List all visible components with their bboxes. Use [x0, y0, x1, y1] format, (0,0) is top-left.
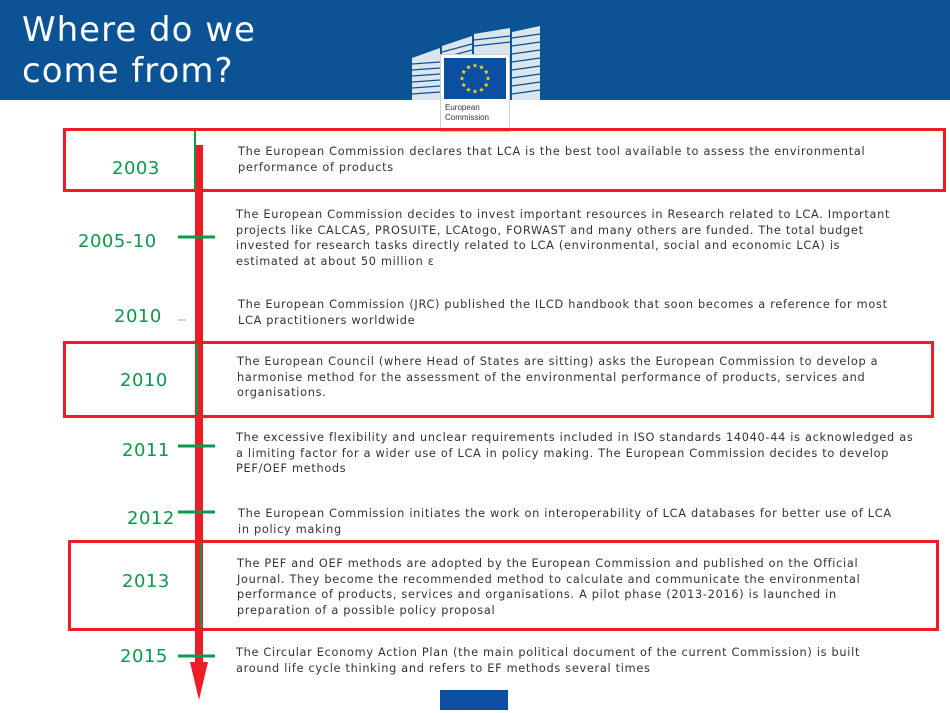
timeline-event-text: The European Council (where Head of States are sitting) asks the European Commission to develop a harmonise method for the assessment of the environmental performance of products, services and organisations. [237, 355, 879, 399]
slide-title-line1: Where do we [22, 10, 256, 50]
timeline-event-text: The European Commission initiates the work on interoperability of LCA databases for better use of LCA in policy making [238, 507, 892, 536]
timeline-arrow-head-icon [190, 662, 208, 700]
timeline-event-text: The European Commission (JRC) published the ILCD handbook that soon becomes a reference for most LCA practitioners worldwide [238, 298, 888, 327]
slide-title-line2: come from? [22, 51, 234, 91]
timeline-event-text: The European Commission declares that LCA is the best tool available to assess the environmental performance of products [238, 145, 866, 174]
timeline-year: 2011 [122, 440, 170, 461]
footer-bar [440, 690, 508, 710]
timeline-event-text: The European Commission decides to invest important resources in Research related to LCA. Important projects like CALCAS, PROSUITE, LCAtogo, FORWAST and many others are funded. The total budget invested for research tasks directly related to LCA (environmental, social and economic LCA) is estimated at about 50 million ε [236, 208, 891, 268]
timeline-year: 2003 [112, 158, 160, 179]
timeline-event-text: The excessive flexibility and unclear requirements included in ISO standards 14040-44 is acknowledged as a limiting factor for a wider use of LCA in policy making. The European Commission decides to develop PEF/OEF methods [236, 431, 914, 475]
ec-logo-line2: Commission [445, 113, 490, 122]
timeline-event-text: The PEF and OEF methods are adopted by the European Commission and published on the Official Journal. They become the recommended method to calculate and communicate the environmental performance of products, services and organisations. A pilot phase (2013-2016) is launched in preparation of a possible policy proposal [237, 557, 861, 617]
timeline-year: 2010 [120, 370, 168, 391]
timeline-year: 2015 [120, 646, 168, 667]
timeline-event-text: The Circular Economy Action Plan (the main political document of the current Commission) is built around life cycle thinking and refers to EF methods several times [236, 646, 861, 675]
timeline-year: 2013 [122, 571, 170, 592]
timeline-year: 2012 [127, 508, 175, 529]
timeline-year: 2010 [114, 306, 162, 327]
timeline-year: 2005-10 [78, 231, 157, 252]
ec-logo-line1: European [445, 103, 480, 112]
